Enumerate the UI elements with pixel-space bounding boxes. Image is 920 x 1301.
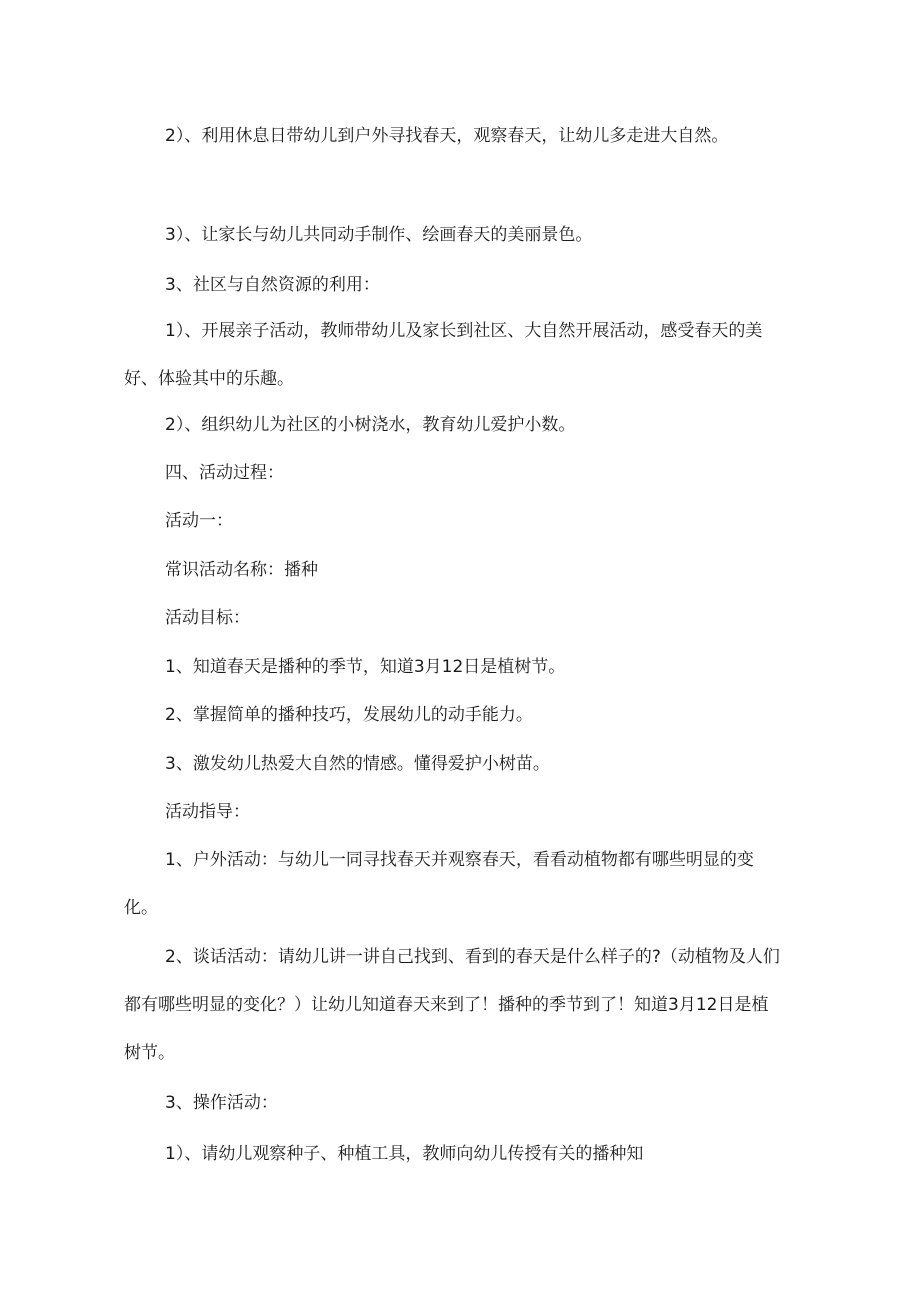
- guidance-item-operation: 3、操作活动：: [165, 1093, 278, 1113]
- heading-activity-process: 四、活动过程：: [165, 463, 284, 483]
- paragraph-activity-weekend: 2）、利用休息日带幼儿到户外寻找春天，观察春天，让幼儿多走进大自然。: [165, 126, 729, 146]
- guidance-item-outdoor: 1、户外活动：与幼儿一同寻找春天并观察春天，看看动植物都有哪些明显的变化。: [124, 850, 754, 918]
- paragraph-observe-seeds: 1）、请幼儿观察种子、种植工具，教师向幼儿传授有关的播种知: [165, 1144, 644, 1164]
- paragraph-water-trees: 2）、组织幼儿为社区的小树浇水，教育幼儿爱护小数。: [165, 415, 576, 435]
- guidance-item-talk: 2、谈话活动：请幼儿讲一讲自己找到、看到的春天是什么样子的?（动植物及人们都有哪些明显的变化？）让幼儿知道春天来到了！播种的季节到了！知道3月12日是植树节。: [124, 947, 780, 1063]
- goal-item-1: 1、知道春天是播种的季节，知道3月12日是植树节。: [165, 657, 566, 677]
- heading-community-resources: 3、社区与自然资源的利用：: [165, 275, 380, 295]
- paragraph-parent-child-activity: 1）、开展亲子活动，教师带幼儿及家长到社区、大自然开展活动，感受春天的美好、体验其中的乐趣。: [124, 321, 763, 389]
- heading-activity-guidance: 活动指导：: [165, 802, 250, 822]
- heading-activity-one: 活动一：: [165, 511, 233, 531]
- heading-activity-goals: 活动目标：: [165, 608, 250, 628]
- goal-item-3: 3、激发幼儿热爱大自然的情感。懂得爱护小树苗。: [165, 754, 550, 774]
- activity-name: 常识活动名称：播种: [165, 560, 318, 580]
- goal-item-2: 2、掌握简单的播种技巧，发展幼儿的动手能力。: [165, 705, 533, 725]
- paragraph-parent-drawing: 3）、让家长与幼儿共同动手制作、绘画春天的美丽景色。: [165, 225, 593, 245]
